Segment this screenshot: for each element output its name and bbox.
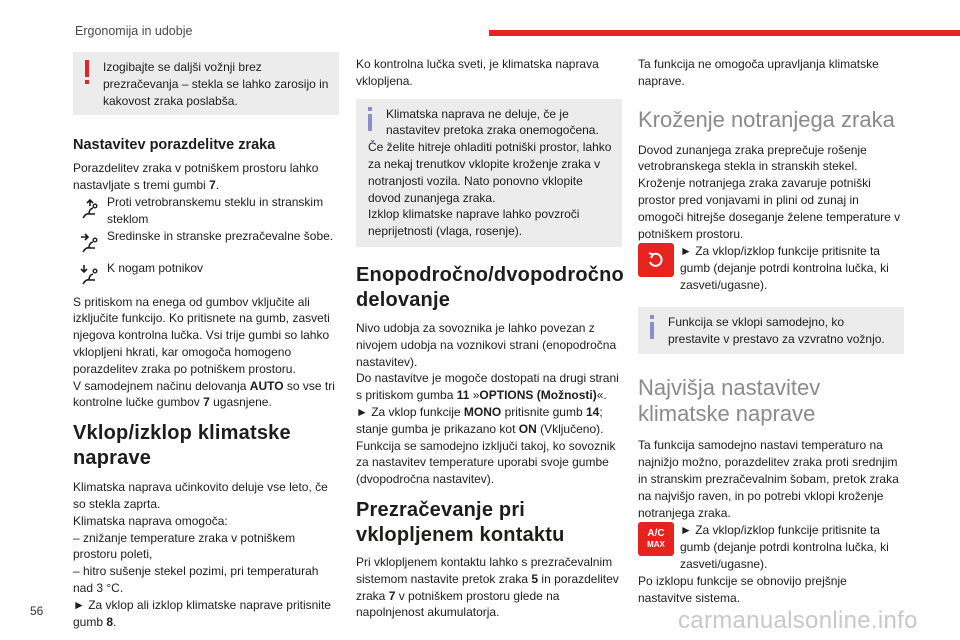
column-2 [356, 52, 622, 621]
info-note-reverse: Funkcija se vklopi samodejno, ko prestavite v prestavo za vzvratno vožnjo. [638, 307, 904, 355]
paragraph-recirculation: Dovod zunanjega zraka preprečuje rošenje vetrobranskega stekla in stranskih stekel. Kroženje notranjega zraka zavaruje potniški prostor pred vonjavami in plini od zunaj in omogoči hitrejše doseganje želene temperature v potniškem prostoru. [638, 142, 901, 241]
paragraph-restore: Po izklopu funkcije se obnovijo prejšnje nastavitve sistema. [638, 573, 847, 605]
paragraph-light-on: Ko kontrolna lučka sveti, je klimatska naprava vklopljena. [356, 57, 599, 88]
paragraph-ac-5: ► Za vklop ali izklop klimatske naprave pritisnite gumb 8. [73, 597, 331, 629]
feet-airflow-icon [73, 260, 107, 290]
paragraph-no-ac-control: Ta funkcija ne omogoča upravljanja klimatske naprave. [638, 57, 879, 88]
ac-max-icon: A/C MAX [638, 522, 674, 556]
vents-airflow-icon [73, 228, 107, 258]
distribution-option-vents: Sredinske in stranske prezračevalne šobe. [73, 228, 339, 258]
paragraph-ignition: Pri vklopljenem kontaktu lahko s prezračevalnim sistemom nastavite pretok zraka 5 in porazdelitev zraka 7 v potniškem prostoru glede na napolnjenost akumulatorja. [356, 554, 619, 620]
paragraph-ac-4: – hitro sušenje stekel pozimi, pri temperaturah nad 3 °C. [73, 564, 319, 595]
heading-zone-mode: Enopodročno/dvopodročno delovanje [356, 263, 624, 311]
windscreen-airflow-icon [73, 194, 107, 224]
paragraph-distribution-intro: Porazdelitev zraka v potniškem prostoru lahko nastavljate s tremi gumbi 7. [73, 161, 319, 193]
paragraph-press-button: S pritiskom na enega od gumbov vključite ali izključite funkcijo. Ko pritisnete na gumb, zasveti njegova kontrolna lučka. Vsi trije gumbi so lahko vklopljeni hkrati, kar omogoča homogeno porazdelitev zraka po potniškem prostoru. [73, 294, 330, 376]
paragraph-ac-1: Klimatska naprava učinkovito deluje vse leto, če so stekla zaprta. [73, 480, 328, 511]
max-ac-action: A/C MAX ► Za vklop/izklop funkcije pritisnite ta gumb (dejanje potrdi kontrolna lučka, ki zasveti/ugasne). [638, 522, 904, 572]
paragraph-ac-2: Klimatska naprava omogoča: [73, 513, 228, 528]
info-icon [650, 315, 654, 339]
paragraph-zone-1: Nivo udobja za sovoznika je lahko povezan z nivojem udobja na voznikovi strani (enopodročna nastavitev). [356, 320, 617, 369]
column-3 [638, 52, 904, 606]
paragraph-zone-2: Do nastavitve je mogoče dostopati na drugi strani s pritiskom gumba 11 »OPTIONS (Možnosti)«. [356, 371, 619, 403]
paragraph-zone-4: Funkcija se samodejno izključi takoj, ko sovoznik za nastavitev temperature uporabi svoje gumbe (dvopodročna nastavitev). [356, 438, 616, 487]
heading-recirculation: Kroženje notranjega zraka [638, 106, 895, 132]
watermark: carmanualsonline.info [678, 607, 918, 634]
column-1 [73, 52, 339, 630]
header-accent-bar [489, 30, 960, 36]
paragraph-max-ac: Ta funkcija samodejno nastavi temperaturo na najnižjo možno, porazdelitev zraka proti srednjim in stranskim prezračevalnim šobam, pretok zraka na najvišjo raven, in po potrebi vklopi kroženje notranjega zraka. [638, 438, 899, 520]
heading-ignition-ventilation: Prezračevanje pri vklopljenem kontaktu [356, 498, 565, 546]
paragraph-ac-3: – znižanje temperature zraka v potniškem prostoru poleti, [73, 530, 296, 562]
distribution-option-windscreen: Proti vetrobranskemu steklu in stranskim steklom [73, 194, 339, 228]
warning-icon [85, 60, 89, 84]
recirculation-icon [638, 243, 674, 277]
warning-note [73, 52, 339, 115]
distribution-option-feet: K nogam potnikov [73, 260, 339, 290]
info-icon [368, 107, 372, 131]
paragraph-auto-mode: V samodejnem načinu delovanja AUTO so vse tri kontrolne lučke gumbov 7 ugasnjene. [73, 378, 335, 410]
page-number: 56 [30, 604, 44, 618]
info-note-ac: Klimatska naprava ne deluje, če je nastavitev pretoka zraka onemogočena. Če želite hitreje ohladiti potniški prostor, lahko za nekaj trenutkov vklopite kroženje zraka v notranjosti vozila. Nato ponovno vklopite dovod zunanjega zraka. Izklop klimatske naprave lahko povzroči neprijetnosti (vlaga, rosenje). [356, 99, 622, 247]
recirculation-action: ► Za vklop/izklop funkcije pritisnite ta gumb (dejanje potrdi kontrolna lučka, ki zasveti/ugasne). [638, 243, 904, 293]
section-title: Ergonomija in udobje [75, 24, 193, 38]
heading-ac-onoff: Vklop/izklop klimatske naprave [73, 422, 291, 470]
heading-air-distribution: Nastavitev porazdelitve zraka [73, 137, 276, 154]
paragraph-zone-3: ► Za vklop funkcije MONO pritisnite gumb 14; stanje gumba je prikazano kot ON (Vključeno). [356, 404, 604, 436]
heading-max-ac: Najvišja nastavitev klimatske naprave [638, 375, 821, 427]
warning-text: Izogibajte se daljši vožnji brez prezračevanja – stekla se lahko zarosijo in kakovost zraka poslabša. [103, 60, 329, 108]
